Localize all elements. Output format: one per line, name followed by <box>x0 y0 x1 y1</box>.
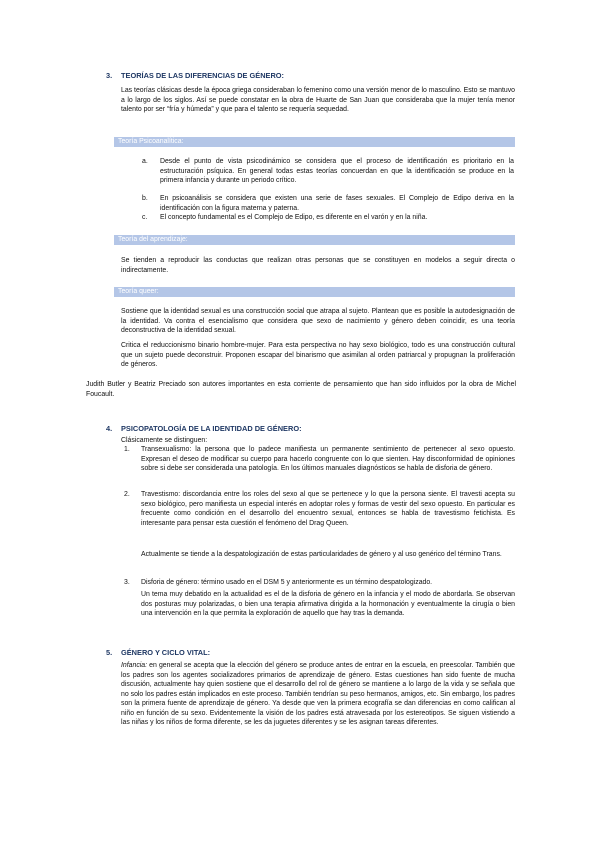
list-marker: 1. <box>124 446 130 453</box>
list-item: En psicoanálisis se considera que existen una serie de fases sexuales. El Complejo de Edipo deriva en la identificación con la figura materna y paterna. <box>160 195 514 212</box>
section-4-number: 4. <box>106 424 113 433</box>
band-psychoanalytic: Teoría Psicoanalítica: <box>114 137 515 147</box>
infancia-label: Infancia: <box>121 662 148 669</box>
list-marker: 3. <box>124 579 130 586</box>
queer-text-2: Critica el reduccionismo binario hombre-mujer. Para esta perspectiva no hay sexo biológico, todo es una construcción cultural que un sujeto puede deconstruir. Proponen escapar del binarismo que asimilan al orden patriarcal y propugnan la proliferación de géneros. <box>121 342 515 368</box>
list-marker: 2. <box>124 491 130 498</box>
list-item: Disforia de género: término usado en el DSM 5 y anteriormente es un término despatologizado. <box>141 579 433 586</box>
band-learning: Teoría del aprendizaje: <box>114 235 515 245</box>
list-item: Transexualismo: la persona que lo padece manifiesta un permanente sentimiento de pertenecer al sexo opuesto. Expresan el deseo de modificar su cuerpo para hacerlo congruente con lo que sienten. Hay disconformidad de opiniones sobre si debe ser considerada una patología. En los últimos manuales diagnósticos se habla de disforia de género. <box>141 446 515 472</box>
list-item: Desde el punto de vista psicodinámico se considera que el proceso de identificación es prioritario en la estructuración psíquica. En general todas estas teorías concuerdan en que la identificación se produce en la primera infancia y durante un periodo crítico. <box>160 158 514 184</box>
section-5-text <box>121 661 515 728</box>
infancia-text: en general se acepta que la elección del género se produce antes de entrar en la escuela, en preescolar. También que los padres son los agentes socializadores primarios de aprendizaje de género. Estas cuestiones han sido fuente de mucha discusión, actualmente hay quien sostiene que el desarrollo del rol de género se mantiene a lo largo de la vida y se señala que no solo los padres están implicados en este proceso. También tendrían su peso hermanos, amigos, etc. Sin embargo, los padres son la primera fuente de aprendizaje de género. Ya desde que ven la primera ecografía se dan diferencias en como califican al niño en función de su sexo. Evidentemente la visión de los padres está atravesada por los estereotipos. Se siguen vistiendo a las niñas y los niños de forma diferente, se les da juguetes diferentes y se les asignan tareas diferentes. <box>121 662 515 726</box>
list-paragraph: Actualmente se tiende a la despatologización de estas particularidades de género y al uso genérico del término Trans. <box>141 551 502 558</box>
section-3-number: 3. <box>106 71 113 80</box>
authors-text: Judith Butler y Beatriz Preciado son autores importantes en esta corriente de pensamiento que han sido influidos por la obra de Michel Foucault. <box>86 381 516 398</box>
section-3-title: TEORÍAS DE LAS DIFERENCIAS DE GÉNERO: <box>121 71 285 80</box>
list-marker: a. <box>142 158 148 165</box>
list-paragraph: Un tema muy debatido en la actualidad es el de la disforia de género en la infancia y el modo de abordarla. Se observan dos posturas muy polarizadas, o bien una terapia afirmativa dirigida a la hormonación y eventualmente la cirugía o bien una intervención en la que permita la exploración de aquello que hay tras la demanda. <box>141 591 515 617</box>
queer-text-1: Sostiene que la identidad sexual es una construcción social que atrapa al sujeto. Plantean que es posible la autodesignación de la identidad. Va contra el esencialismo que considera que sexo de nacimiento y género deben coincidir, es una teoría deconstructiva de la identidad sexual. <box>121 308 515 334</box>
section-5-number: 5. <box>106 648 113 657</box>
section-4-intro: Clásicamente se distinguen: <box>121 437 208 444</box>
section-3-intro: Las teorías clásicas desde la época griega consideraban lo femenino como una versión menor de lo masculino. Esto se mantuvo a lo largo de los siglos. Así se puede constatar en la obra de Huarte de San Juan que consideraba que la mujer tenía menor talento por ser “fría y húmeda” y que para el talento se requería sequedad. <box>121 87 515 113</box>
list-marker: b. <box>142 195 148 202</box>
section-5-title: GÉNERO Y CICLO VITAL: <box>121 648 211 657</box>
list-item: El concepto fundamental es el Complejo de Edipo, es diferente en el varón y en la niña. <box>160 214 428 221</box>
section-4-title: PSICOPATOLOGÍA DE LA IDENTIDAD DE GÉNERO: <box>121 424 302 433</box>
band-queer: Teoría queer: <box>114 287 515 297</box>
learning-text: Se tienden a reproducir las conductas que realizan otras personas que se constituyen en modelos a seguir directa o indirectamente. <box>121 257 515 274</box>
list-marker: c. <box>142 214 148 221</box>
list-item: Travestismo: discordancia entre los roles del sexo al que se pertenece y lo que la persona siente. El travesti acepta su sexo biológico, pero manifiesta un especial interés en adoptar roles y formas de vestir del sexo opuesto. En particular es frecuente como condición en el desarrollo del encuentro sexual, entonces se habla de travestismo fetichista. Es interesante para pensar esta cuestión el fenómeno del Drag Queen. <box>141 491 515 527</box>
